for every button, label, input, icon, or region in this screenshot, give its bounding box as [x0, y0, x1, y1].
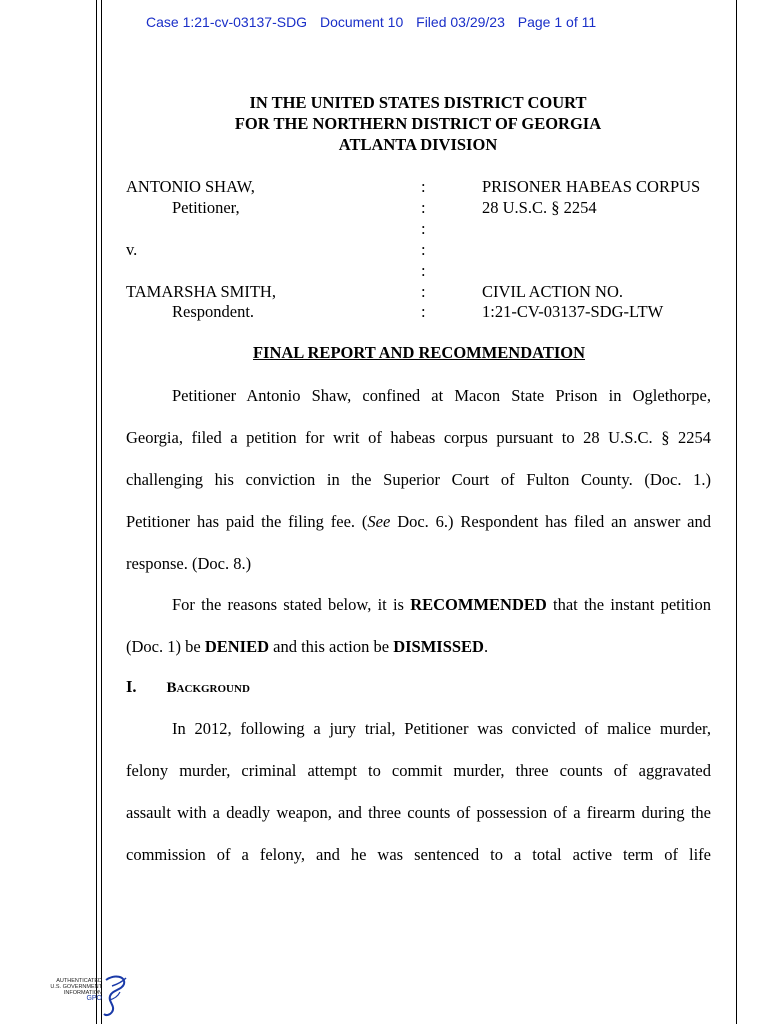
recommended-term: RECOMMENDED: [410, 595, 547, 614]
text-run: Petitioner has paid the filing fee. (: [126, 512, 368, 531]
paragraph-line: commission of a felony, and he was sentenced to a total active term of life: [126, 845, 711, 864]
respondent-name: TAMARSHA SMITH,: [126, 282, 276, 301]
signal-see: See: [367, 512, 391, 531]
filed-date: Filed 03/29/23: [416, 14, 505, 30]
caption-colon: :: [421, 302, 426, 321]
case-number: Case 1:21-cv-03137-SDG: [146, 14, 308, 30]
denied-term: DENIED: [204, 637, 269, 656]
gpo-line-2: U.S. GOVERNMENT: [50, 984, 102, 990]
respondent-role: Respondent.: [172, 302, 255, 321]
civil-action-label: CIVIL ACTION NO.: [482, 282, 623, 301]
text-run: For the reasons stated below, it is: [172, 595, 411, 614]
court-heading-line-1: IN THE UNITED STATES DISTRICT COURT: [249, 93, 587, 112]
page-indicator: Page 1 of 11: [517, 14, 597, 30]
text-run: Doc. 6.) Respondent has filed an answer and: [390, 512, 711, 531]
petitioner-name: ANTONIO SHAW,: [126, 177, 255, 196]
right-margin-line: [736, 0, 737, 1024]
civil-action-number: 1:21-CV-03137-SDG-LTW: [482, 302, 664, 321]
section-number: I.: [126, 677, 137, 696]
paragraph-line: In 2012, following a jury trial, Petitioner was convicted of malice murder,: [172, 719, 711, 738]
gpo-logo-text: [44, 978, 102, 1002]
paragraph-line: response. (Doc. 8.): [126, 554, 252, 573]
document-title: FINAL REPORT AND RECOMMENDATION: [252, 343, 586, 362]
court-heading-line-2: FOR THE NORTHERN DISTRICT OF GEORGIA: [234, 114, 602, 133]
paragraph-3: [126, 708, 711, 876]
caption-colon: :: [421, 240, 426, 259]
paragraph-1: [126, 375, 711, 585]
court-heading-line-3: ATLANTA DIVISION: [338, 135, 498, 154]
gpo-line-3: INFORMATION: [63, 990, 102, 996]
section-title: Background: [166, 680, 250, 696]
gpo-mark: GPO: [86, 995, 102, 1002]
document-number: Document 10: [319, 14, 404, 30]
paragraph-line: [126, 584, 711, 626]
gpo-line-1: AUTHENTICATED: [56, 978, 102, 984]
paragraph-line: felony murder, criminal attempt to commit murder, three counts of aggravated: [126, 761, 711, 780]
gpo-authentication-logo: [44, 972, 128, 1020]
ecf-header-stamp: [146, 14, 605, 30]
paragraph-line: challenging his conviction in the Superior Court of Fulton County. (Doc. 1.): [126, 470, 711, 489]
caption-colon: :: [421, 282, 426, 301]
caption-colon: :: [421, 219, 426, 238]
text-run: .: [483, 637, 489, 656]
petitioner-role: Petitioner,: [172, 198, 240, 217]
case-type-line-1: PRISONER HABEAS CORPUS: [482, 177, 701, 196]
versus: v.: [126, 240, 138, 259]
caption-colon: :: [421, 261, 426, 280]
text-run: (Doc. 1) be: [126, 637, 205, 656]
paragraph-2: [126, 584, 711, 668]
eagle-icon: [100, 972, 130, 1018]
paragraph-line: Petitioner Antonio Shaw, confined at Macon State Prison in Oglethorpe,: [172, 386, 711, 405]
left-margin-line-outer: [96, 0, 97, 1024]
paragraph-line: [126, 501, 711, 543]
caption-colon: :: [421, 198, 426, 217]
caption-colon: :: [421, 177, 426, 196]
dismissed-term: DISMISSED: [393, 637, 484, 656]
paragraph-line: [126, 626, 711, 668]
case-type-line-2: 28 U.S.C. § 2254: [482, 198, 597, 217]
section-heading: [126, 677, 250, 697]
paragraph-line: assault with a deadly weapon, and three counts of possession of a firearm during the: [126, 803, 711, 822]
paragraph-line: Georgia, filed a petition for writ of habeas corpus pursuant to 28 U.S.C. § 2254: [126, 428, 711, 447]
text-run: and this action be: [269, 637, 394, 656]
text-run: that the instant petition: [546, 595, 711, 614]
